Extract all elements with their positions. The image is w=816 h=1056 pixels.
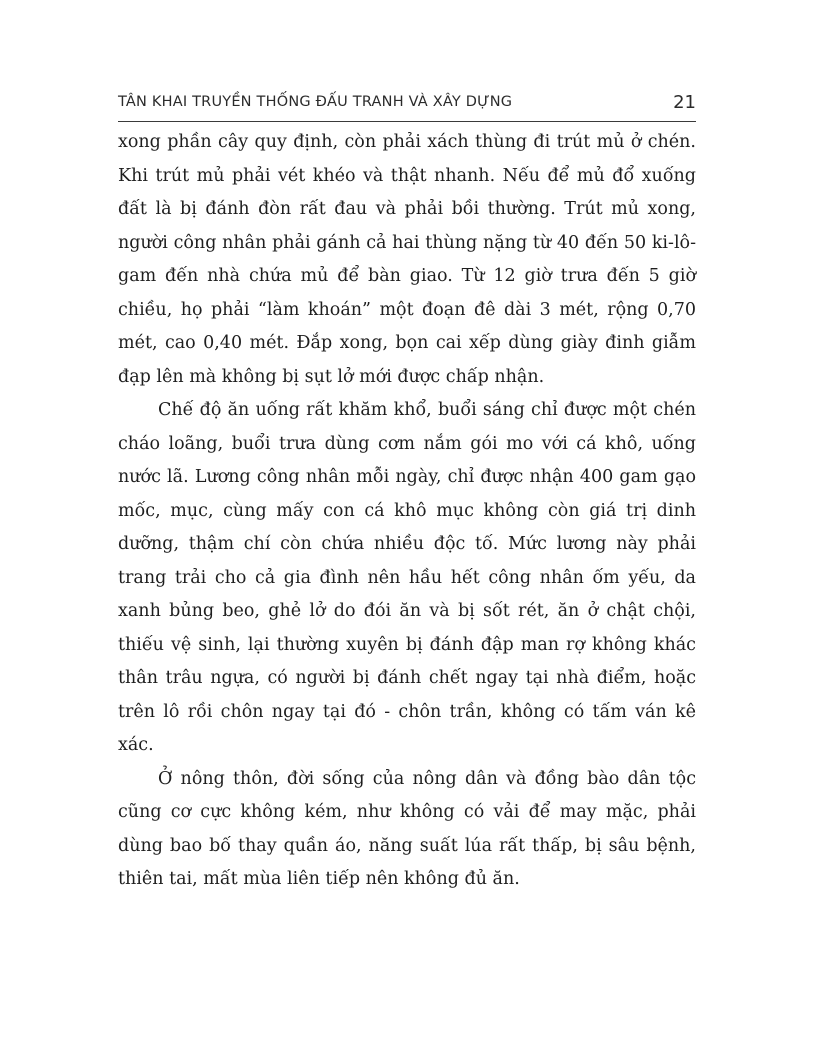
paragraph-1: xong phần cây quy định, còn phải xách thùng đi trút mủ ở chén. Khi trút mủ phải vét khéo và thật nhanh. Nếu để mủ đổ xuống đất là bị đánh đòn rất đau và phải bồi thường. Trút mủ xong, người công nhân phải gánh cả hai thùng nặng từ 40 đến 50 ki-lô-gam đến nhà chứa mủ để bàn giao. Từ 12 giờ trưa đến 5 giờ chiều, họ phải “làm khoán” một đoạn đê dài 3 mét, rộng 0,70 mét, cao 0,40 mét. Đắp xong, bọn cai xếp dùng giày đinh giẫm đạp lên mà không bị sụt lở mới được chấp nhận.: [118, 132, 696, 387]
paragraph-2: Chế độ ăn uống rất khăm khổ, buổi sáng chỉ được một chén cháo loãng, buổi trưa dùng cơm nắm gói mo với cá khô, uống nước lã. Lương công nhân mỗi ngày, chỉ được nhận 400 gam gạo mốc, mục, cùng mấy con cá khô mục không còn giá trị dinh dưỡng, thậm chí còn chứa nhiều độc tố. Mức lương này phải trang trải cho cả gia đình nên hầu hết công nhân ốm yếu, da xanh bủng beo, ghẻ lở do đói ăn và bị sốt rét, ăn ở chật chội, thiếu vệ sinh, lại thường xuyên bị đánh đập man rợ không khác thân trâu ngựa, có người bị đánh chết ngay tại nhà điểm, hoặc trên lô rồi chôn ngay tại đó - chôn trần, không có tấm ván kê xác.: [118, 400, 696, 755]
running-head: TÂN KHAI TRUYỀN THỐNG ĐẤU TRANH VÀ XÂY DỰNG: [118, 94, 513, 110]
page-number: 21: [673, 92, 696, 113]
header-rule: [118, 121, 696, 122]
paragraph-3: Ở nông thôn, đời sống của nông dân và đồng bào dân tộc cũng cơ cực không kém, như không có vải để may mặc, phải dùng bao bố thay quần áo, năng suất lúa rất thấp, bị sâu bệnh, thiên tai, mất mùa liên tiếp nên không đủ ăn.: [118, 768, 696, 889]
body-text: [118, 126, 696, 897]
page-header: [118, 94, 696, 120]
